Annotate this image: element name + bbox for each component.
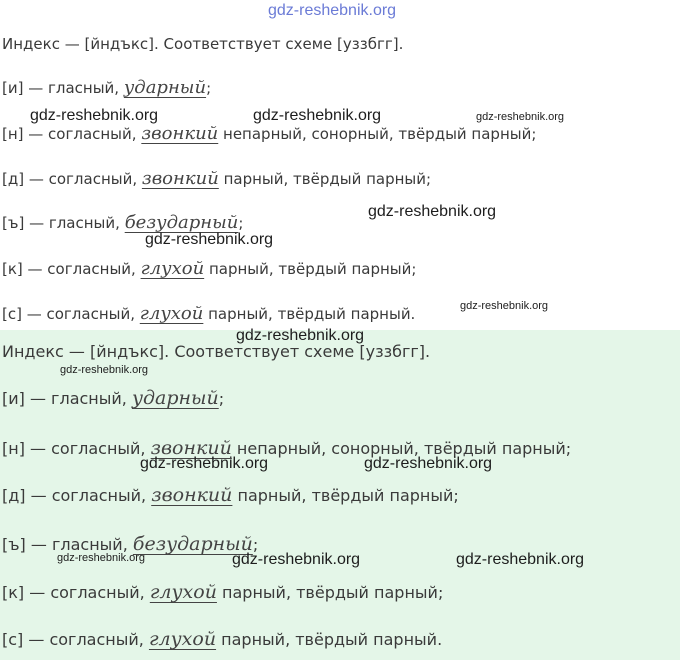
handwritten-word: глухой — [139, 303, 204, 324]
watermark: gdz-reshebnik.org — [236, 327, 365, 344]
watermark: gdz-reshebnik.org — [268, 2, 397, 19]
watermark: gdz-reshebnik.org — [476, 111, 565, 123]
handwritten-word: глухой — [140, 258, 205, 279]
sound-line-d — [2, 168, 431, 189]
handwritten-word: звонкий — [150, 437, 232, 459]
line-text: [ъ] — гласный, — [2, 535, 133, 554]
line-text: [и] — гласный, — [2, 389, 132, 408]
handwritten-word: ударный — [123, 77, 207, 98]
watermark: gdz-reshebnik.org — [145, 231, 274, 248]
watermark: gdz-reshebnik.org — [253, 107, 382, 124]
line-text: парный, твёрдый парный; — [218, 170, 432, 188]
line-text: ; — [218, 389, 225, 408]
sound-line-hard — [2, 212, 243, 233]
watermark: gdz-reshebnik.org — [30, 107, 159, 124]
header-line: Индекс — [йндъкс]. Соответствует схеме [уззбгг]. — [2, 35, 404, 53]
line-text: [ъ] — гласный, — [2, 214, 125, 232]
sound-line-n — [2, 123, 536, 144]
line-text: непарный, сонорный, твёрдый парный; — [218, 125, 537, 143]
watermark: gdz-reshebnik.org — [232, 551, 361, 568]
watermark: gdz-reshebnik.org — [60, 364, 149, 376]
line-text: парный, твёрдый парный. — [216, 630, 443, 649]
sound-line-s — [2, 303, 415, 324]
line-text: [н] — согласный, — [2, 439, 151, 458]
handwritten-word: звонкий — [151, 484, 233, 506]
line-text: [д] — согласный, — [2, 170, 142, 188]
handwritten-word: глухой — [148, 628, 217, 650]
line-text: [д] — согласный, — [2, 486, 152, 505]
sound-line-k — [2, 258, 416, 279]
line-text: парный, твёрдый парный; — [204, 260, 417, 278]
line-text: [к] — согласный, — [2, 260, 141, 278]
line-text: [с] — согласный, — [2, 630, 149, 649]
line-text: парный, твёрдый парный; — [232, 486, 459, 505]
handwritten-word: безударный — [132, 533, 253, 555]
handwritten-word: звонкий — [141, 123, 219, 144]
line-text: ; — [238, 214, 244, 232]
sound-line-i — [2, 387, 224, 409]
line-text: ; — [206, 79, 212, 97]
sound-line-s — [2, 628, 442, 650]
line-text: [н] — согласный, — [2, 125, 142, 143]
handwritten-word: безударный — [124, 212, 239, 233]
watermark: gdz-reshebnik.org — [57, 552, 146, 564]
line-text: ; — [252, 535, 259, 554]
line-text: [к] — согласный, — [2, 583, 150, 602]
watermark: gdz-reshebnik.org — [364, 455, 493, 472]
line-text: парный, твёрдый парный; — [216, 583, 444, 602]
watermark: gdz-reshebnik.org — [460, 300, 549, 312]
handwritten-word: глухой — [149, 581, 217, 603]
watermark: gdz-reshebnik.org — [368, 203, 497, 220]
sound-line-k — [2, 581, 443, 603]
watermark: gdz-reshebnik.org — [140, 455, 269, 472]
header-line: Индекс — [йндъкс]. Соответствует схеме [уззбгг]. — [2, 342, 431, 361]
line-text: парный, твёрдый парный. — [203, 305, 416, 323]
line-text: [с] — согласный, — [2, 305, 140, 323]
sound-line-d — [2, 484, 459, 506]
line-text: [и] — гласный, — [2, 79, 124, 97]
answer-block-highlighted — [0, 330, 680, 660]
watermark: gdz-reshebnik.org — [456, 551, 585, 568]
sound-line-i — [2, 77, 211, 98]
handwritten-word: звонкий — [141, 168, 219, 189]
handwritten-word: ударный — [131, 387, 219, 409]
line-text: непарный, сонорный, твёрдый парный; — [231, 439, 572, 458]
